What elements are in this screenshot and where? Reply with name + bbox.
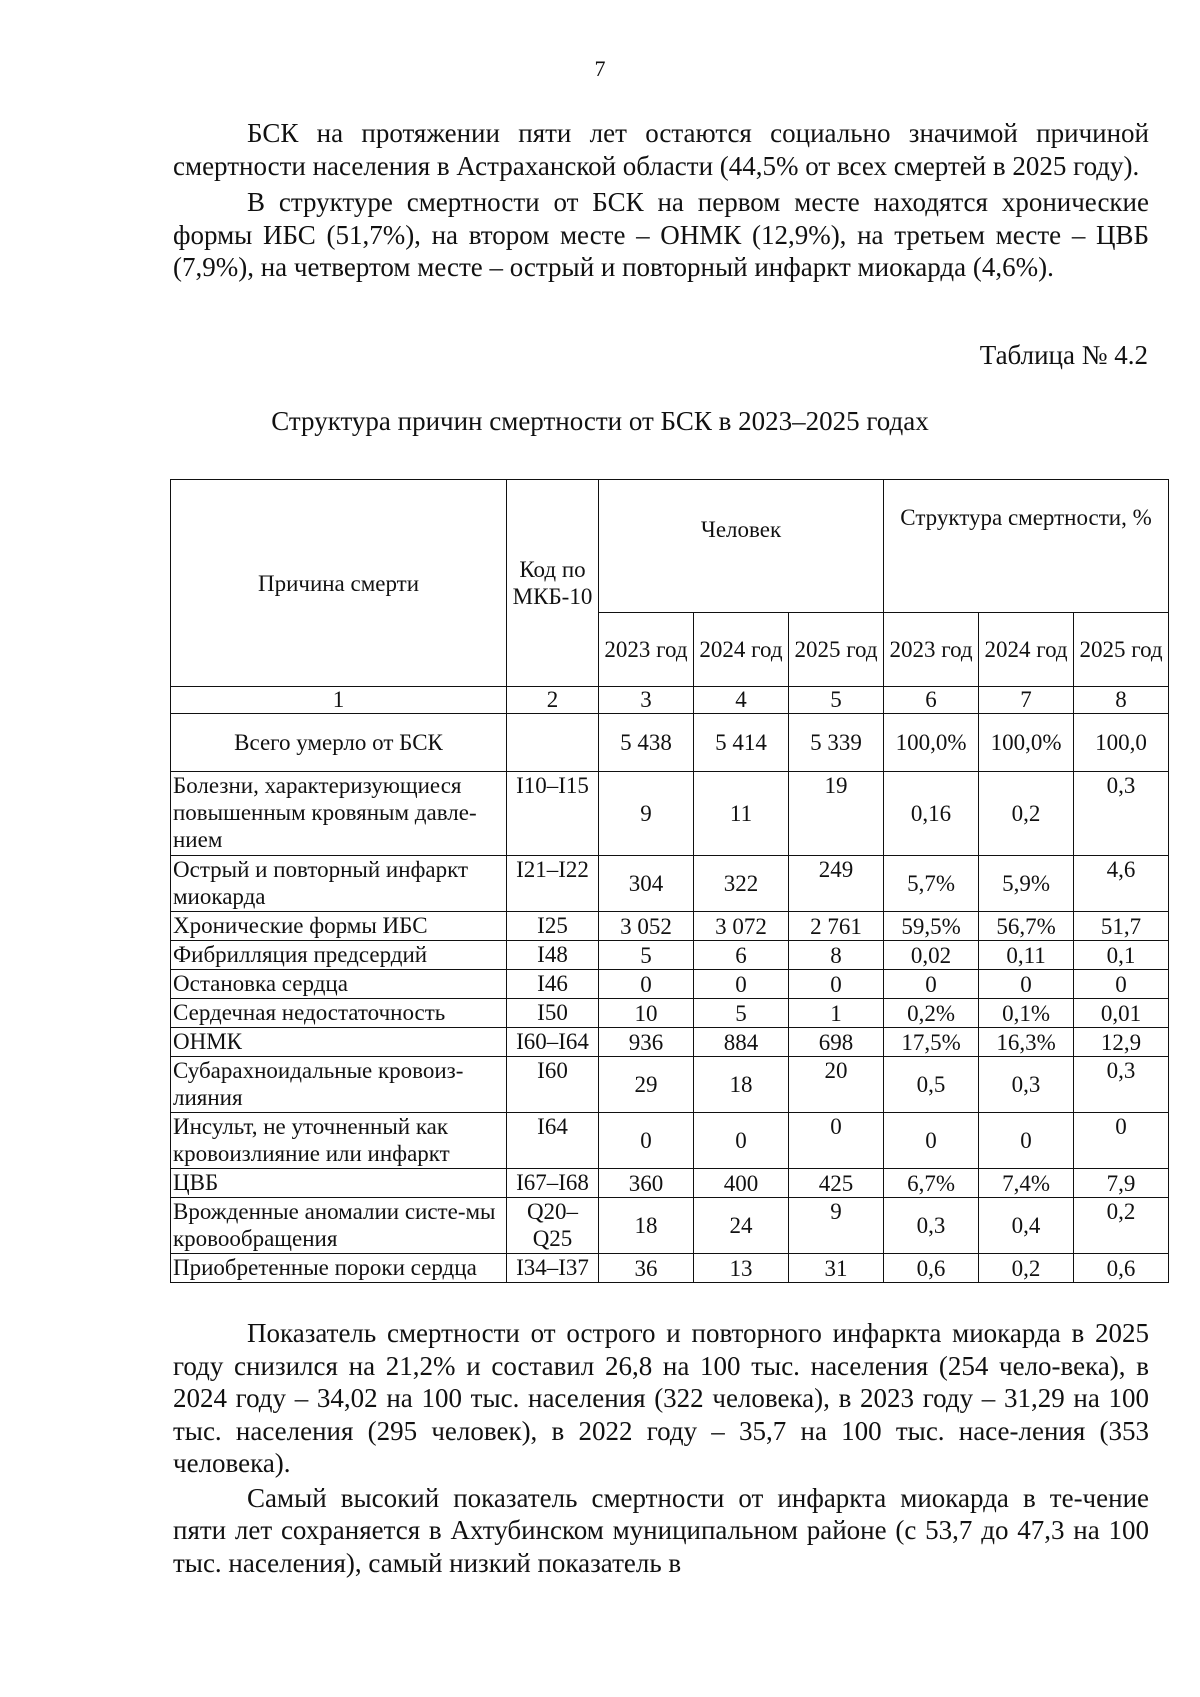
header-year: 2023 год xyxy=(599,613,694,687)
code-cell: I67–I68 xyxy=(507,1169,599,1198)
value-cell: 0,4 xyxy=(979,1198,1074,1254)
value-cell: 0,16 xyxy=(884,772,979,856)
paragraph: БСК на протяжении пяти лет остаются социально значимой причиной смертности населения в Астраханской области (44,5% от всех смертей в 2025 году). xyxy=(173,118,1149,181)
value-cell: 17,5% xyxy=(884,1028,979,1057)
value-cell: 56,7% xyxy=(979,912,1074,941)
column-number: 8 xyxy=(1074,687,1169,714)
value-cell: 3 072 xyxy=(694,912,789,941)
value-cell: 0,2 xyxy=(1074,1198,1169,1254)
cause-cell: Инсульт, не уточненный как кровоизлияние или инфаркт xyxy=(171,1113,507,1169)
value-cell: 884 xyxy=(694,1028,789,1057)
value-cell: 100,0 xyxy=(1074,714,1169,772)
value-cell: 12,9 xyxy=(1074,1028,1169,1057)
value-cell: 0,6 xyxy=(884,1254,979,1283)
code-cell xyxy=(507,714,599,772)
conclusion-text xyxy=(173,1317,1149,1579)
cause-cell: Фибрилляция предсердий xyxy=(171,941,507,970)
header-cause: Причина смерти xyxy=(171,480,507,687)
table-title: Структура причин смертности от БСК в 2023–2025 годах xyxy=(271,406,929,436)
value-cell: 0,1% xyxy=(979,999,1074,1028)
value-cell: 0,3 xyxy=(1074,1057,1169,1113)
table-row xyxy=(171,772,1169,856)
table-row xyxy=(171,856,1169,912)
header-year: 2025 год xyxy=(789,613,884,687)
value-cell: 59,5% xyxy=(884,912,979,941)
header-year: 2025 год xyxy=(1074,613,1169,687)
value-cell: 0 xyxy=(599,1113,694,1169)
value-cell: 6,7% xyxy=(884,1169,979,1198)
value-cell: 4,6 xyxy=(1074,856,1169,912)
value-cell: 0,6 xyxy=(1074,1254,1169,1283)
cause-cell: Сердечная недостаточность xyxy=(171,999,507,1028)
cause-cell: Хронические формы ИБС xyxy=(171,912,507,941)
value-cell: 936 xyxy=(599,1028,694,1057)
table-row xyxy=(171,1028,1169,1057)
value-cell: 322 xyxy=(694,856,789,912)
value-cell: 0,02 xyxy=(884,941,979,970)
cause-cell: ОНМК xyxy=(171,1028,507,1057)
value-cell: 5 339 xyxy=(789,714,884,772)
value-cell: 0,2 xyxy=(979,1254,1074,1283)
column-number: 2 xyxy=(507,687,599,714)
value-cell: 249 xyxy=(789,856,884,912)
value-cell: 100,0% xyxy=(884,714,979,772)
column-number: 1 xyxy=(171,687,507,714)
value-cell: 29 xyxy=(599,1057,694,1113)
value-cell: 6 xyxy=(694,941,789,970)
cause-cell: ЦВБ xyxy=(171,1169,507,1198)
value-cell: 7,4% xyxy=(979,1169,1074,1198)
value-cell: 24 xyxy=(694,1198,789,1254)
column-number: 6 xyxy=(884,687,979,714)
code-cell: I21–I22 xyxy=(507,856,599,912)
value-cell: 0 xyxy=(599,970,694,999)
value-cell: 36 xyxy=(599,1254,694,1283)
code-cell: I64 xyxy=(507,1113,599,1169)
code-cell: I10–I15 xyxy=(507,772,599,856)
code-cell: I50 xyxy=(507,999,599,1028)
value-cell: 31 xyxy=(789,1254,884,1283)
paragraph: В структуре смертности от БСК на первом месте находятся хронические формы ИБС (51,7%), на втором месте – ОНМК (12,9%), на третьем месте – ЦВБ (7,9%), на четвертом месте – острый и повторный инфаркт миокарда (4,6%). xyxy=(173,187,1149,282)
intro-text xyxy=(173,117,1149,284)
code-cell: I34–I37 xyxy=(507,1254,599,1283)
value-cell: 9 xyxy=(789,1198,884,1254)
value-cell: 0 xyxy=(789,1113,884,1169)
table-row xyxy=(171,1198,1169,1254)
value-cell: 13 xyxy=(694,1254,789,1283)
table-row xyxy=(171,1169,1169,1198)
value-cell: 5,7% xyxy=(884,856,979,912)
value-cell: 9 xyxy=(599,772,694,856)
header-code: Код по МКБ-10 xyxy=(507,480,599,687)
cause-cell: Приобретенные пороки сердца xyxy=(171,1254,507,1283)
value-cell: 8 xyxy=(789,941,884,970)
table-row xyxy=(171,1254,1169,1283)
table-row xyxy=(171,1057,1169,1113)
value-cell: 0,2 xyxy=(979,772,1074,856)
value-cell: 5 xyxy=(694,999,789,1028)
value-cell: 5 414 xyxy=(694,714,789,772)
value-cell: 18 xyxy=(599,1198,694,1254)
value-cell: 10 xyxy=(599,999,694,1028)
table-row xyxy=(171,941,1169,970)
value-cell: 0 xyxy=(694,970,789,999)
value-cell: 0,3 xyxy=(979,1057,1074,1113)
table-row xyxy=(171,714,1169,772)
value-cell: 51,7 xyxy=(1074,912,1169,941)
value-cell: 20 xyxy=(789,1057,884,1113)
value-cell: 0 xyxy=(884,1113,979,1169)
value-cell: 5 438 xyxy=(599,714,694,772)
value-cell: 304 xyxy=(599,856,694,912)
value-cell: 1 xyxy=(789,999,884,1028)
cause-cell: Врожденные аномалии систе-мы кровообращения xyxy=(171,1198,507,1254)
value-cell: 0 xyxy=(979,970,1074,999)
cause-cell: Острый и повторный инфаркт миокарда xyxy=(171,856,507,912)
value-cell: 0,3 xyxy=(884,1198,979,1254)
table-row xyxy=(171,1113,1169,1169)
column-number: 7 xyxy=(979,687,1074,714)
value-cell: 16,3% xyxy=(979,1028,1074,1057)
value-cell: 360 xyxy=(599,1169,694,1198)
value-cell: 0,5 xyxy=(884,1057,979,1113)
mortality-structure-table xyxy=(170,479,1169,1283)
table-row xyxy=(171,970,1169,999)
cause-cell: Всего умерло от БСК xyxy=(171,714,507,772)
value-cell: 0 xyxy=(789,970,884,999)
page-number: 7 xyxy=(594,56,606,81)
value-cell: 7,9 xyxy=(1074,1169,1169,1198)
value-cell: 0,2% xyxy=(884,999,979,1028)
column-number: 4 xyxy=(694,687,789,714)
code-cell: I48 xyxy=(507,941,599,970)
header-year: 2024 год xyxy=(694,613,789,687)
cause-cell: Болезни, характеризующиеся повышенным кровяным давле-нием xyxy=(171,772,507,856)
header-structure: Структура смертности, % xyxy=(884,480,1169,613)
column-number: 5 xyxy=(789,687,884,714)
code-cell: I60–I64 xyxy=(507,1028,599,1057)
value-cell: 0,3 xyxy=(1074,772,1169,856)
value-cell: 0 xyxy=(1074,1113,1169,1169)
column-number: 3 xyxy=(599,687,694,714)
value-cell: 0 xyxy=(694,1113,789,1169)
value-cell: 0,11 xyxy=(979,941,1074,970)
code-cell: I60 xyxy=(507,1057,599,1113)
value-cell: 2 761 xyxy=(789,912,884,941)
value-cell: 19 xyxy=(789,772,884,856)
code-cell: I46 xyxy=(507,970,599,999)
value-cell: 5,9% xyxy=(979,856,1074,912)
cause-cell: Остановка сердца xyxy=(171,970,507,999)
table-number: Таблица № 4.2 xyxy=(979,340,1148,370)
header-year: 2024 год xyxy=(979,613,1074,687)
value-cell: 3 052 xyxy=(599,912,694,941)
code-cell: Q20–Q25 xyxy=(507,1198,599,1254)
value-cell: 425 xyxy=(789,1169,884,1198)
table-row xyxy=(171,912,1169,941)
value-cell: 18 xyxy=(694,1057,789,1113)
value-cell: 0 xyxy=(979,1113,1074,1169)
table-row xyxy=(171,999,1169,1028)
code-cell: I25 xyxy=(507,912,599,941)
paragraph: Показатель смертности от острого и повторного инфаркта миокарда в 2025 году снизился на 21,2% и составил 26,8 на 100 тыс. населения (254 чело-века), в 2024 году – 34,02 на 100 тыс. населения (322 человека), в 2023 году – 31,29 на 100 тыс. населения (295 человек), в 2022 году – 35,7 на 100 тыс. насе-ления (353 человека). xyxy=(173,1318,1149,1478)
value-cell: 698 xyxy=(789,1028,884,1057)
value-cell: 0,1 xyxy=(1074,941,1169,970)
column-numbers-row xyxy=(171,687,1169,714)
value-cell: 400 xyxy=(694,1169,789,1198)
value-cell: 0,01 xyxy=(1074,999,1169,1028)
header-year: 2023 год xyxy=(884,613,979,687)
paragraph: Самый высокий показатель смертности от инфаркта миокарда в те-чение пяти лет сохраняется в Ахтубинском муниципальном районе (с 53,7 до 47,3 на 100 тыс. населения), самый низкий показатель в xyxy=(173,1482,1149,1578)
value-cell: 5 xyxy=(599,941,694,970)
value-cell: 0 xyxy=(884,970,979,999)
value-cell: 11 xyxy=(694,772,789,856)
header-people: Человек xyxy=(599,480,884,613)
value-cell: 100,0% xyxy=(979,714,1074,772)
cause-cell: Субарахноидальные кровоиз-лияния xyxy=(171,1057,507,1113)
value-cell: 0 xyxy=(1074,970,1169,999)
